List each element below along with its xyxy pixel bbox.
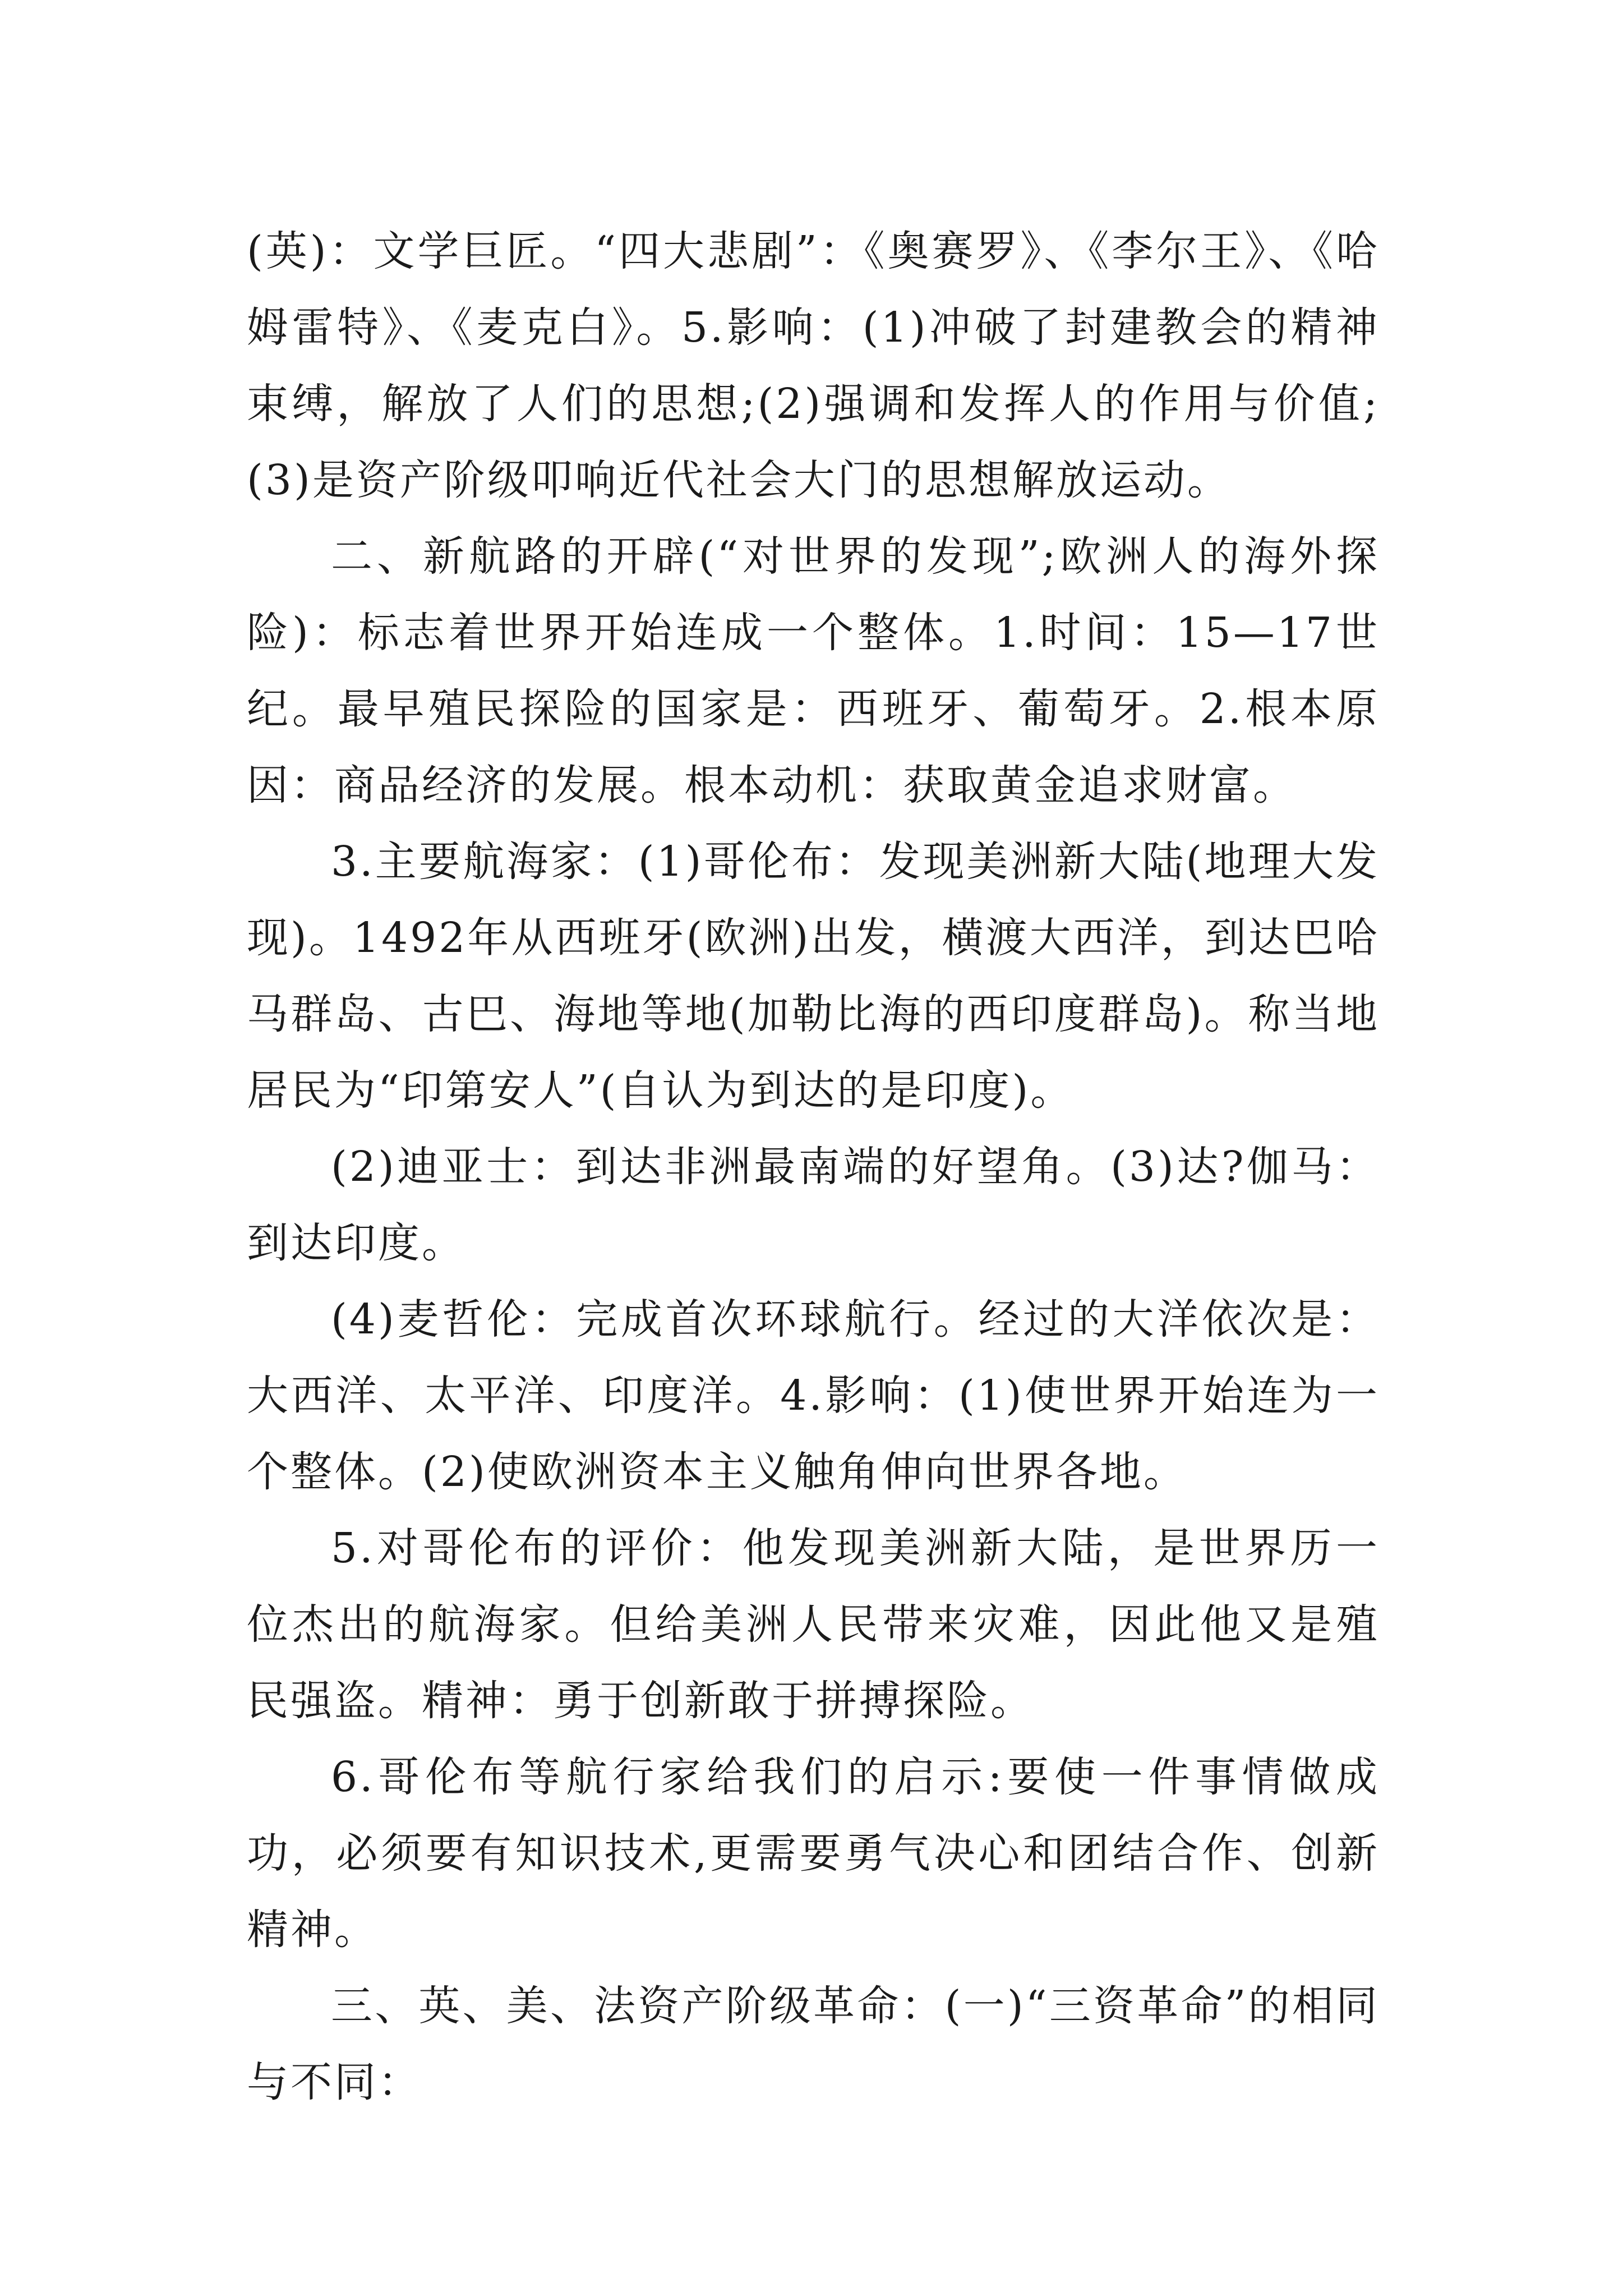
- paragraph-navigator-lessons: 6.哥伦布等航行家给我们的启示:要使一件事情做成功，必须要有知识技术,更需要勇气决心和团结合作、创新精神。: [247, 1753, 1380, 1954]
- paragraph-new-sea-routes: 二、新航路的开辟(“对世界的发现”;欧洲人的海外探险)：标志着世界开始连成一个整体。1.时间：15—17世纪。最早殖民探险的国家是：西班牙、葡萄牙。2.根本原因：商品经济的发展。根本动机：获取黄金追求财富。: [247, 532, 1380, 809]
- document-body: [247, 213, 1380, 2120]
- paragraph-magellan: (4)麦哲伦：完成首次环球航行。经过的大洋依次是：大西洋、太平洋、印度洋。4.影响：(1)使世界开始连为一个整体。(2)使欧洲资本主义触角伸向世界各地。: [247, 1295, 1380, 1496]
- paragraph-renaissance-impact: (英)：文学巨匠。“四大悲剧”：《奥赛罗》、《李尔王》、《哈姆雷特》、《麦克白》。5.影响：(1)冲破了封建教会的精神束缚，解放了人们的思想;(2)强调和发挥人的作用与价值;(3)是资产阶级叩响近代社会大门的思想解放运动。: [247, 227, 1380, 504]
- paragraph-columbus: 3.主要航海家：(1)哥伦布：发现美洲新大陆(地理大发现)。1492年从西班牙(欧洲)出发，横渡大西洋，到达巴哈马群岛、古巴、海地等地(加勒比海的西印度群岛)。称当地居民为“印第安人”(自认为到达的是印度)。: [247, 838, 1380, 1115]
- paragraph-bourgeois-revolutions: 三、英、美、法资产阶级革命：(一)“三资革命”的相同与不同：: [247, 1982, 1380, 2106]
- paragraph-dias-gama: (2)迪亚士：到达非洲最南端的好望角。(3)达?伽马：到达印度。: [247, 1143, 1380, 1267]
- paragraph-columbus-evaluation: 5.对哥伦布的评价：他发现美洲新大陆，是世界历一位杰出的航海家。但给美洲人民带来灾难，因此他又是殖民强盗。精神：勇于创新敢于拼搏探险。: [247, 1524, 1380, 1725]
